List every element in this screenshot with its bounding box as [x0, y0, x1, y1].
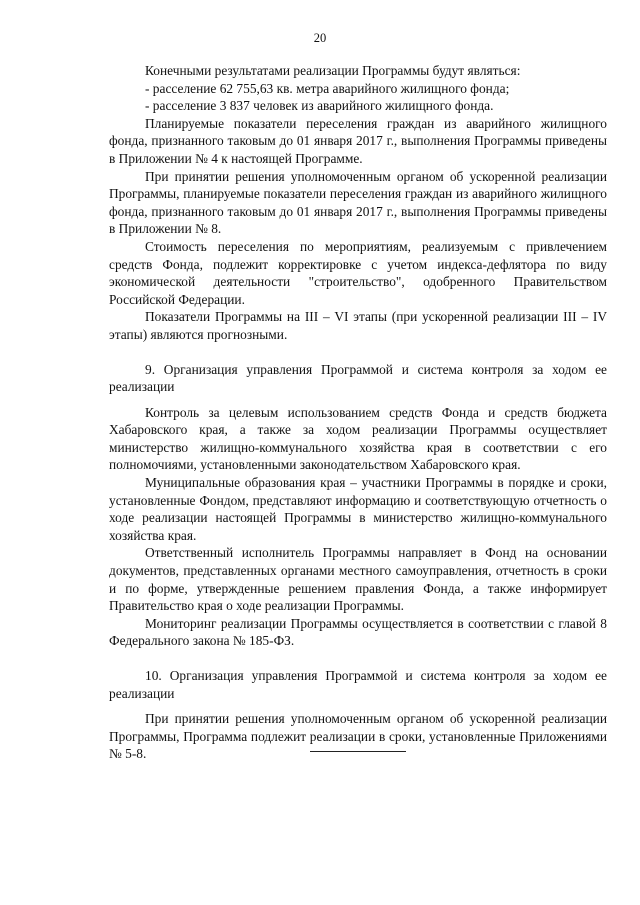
section-heading-10: 10. Организация управления Программой и система контроля за ходом ее реализации [109, 668, 607, 701]
section-heading-9: 9. Организация управления Программой и система контроля за ходом ее реализации [109, 361, 607, 395]
paragraph: Показатели Программы на III – VI этапы (при ускоренной реализации III – IV этапы) являются прогнозными. [109, 309, 607, 342]
page-number: 20 [313, 31, 327, 45]
paragraph: При принятии решения уполномоченным органом об ускоренной реализации Программы, Программа подлежит реализации в сроки, установленные Приложениями № 5-8. [109, 711, 607, 762]
paragraph: Контроль за целевым использованием средств Фонда и средств бюджета Хабаровского края, а также за ходом реализации Программы осуществляет министерство жилищно-коммунального хозяйства края в соответствии с его полномочиями, установленными законодательством Хабаровского края. [109, 404, 607, 473]
paragraph: Муниципальные образования края – участники Программы в порядке и сроки, установленные Фондом, представляют информацию и соответствующую отчетность о ходе реализации настоящей Программы в министерство жилищно-коммунального хозяйства края. [109, 475, 607, 543]
paragraph: Планируемые показатели переселения граждан из аварийного жилищного фонда, признанного таковым до 01 января 2017 г., выполнения Программы приведены в Приложении № 4 к настоящей Программе. [109, 115, 607, 166]
paragraph: При принятии решения уполномоченным органом об ускоренной реализации Программы, планируемые показатели переселения граждан из аварийного жилищного фонда, признанного таковым до 01 января 2017 г., выполнения Программы приведены в Приложении № 8. [109, 168, 607, 237]
paragraph: Ответственный исполнитель Программы направляет в Фонд на основании документов, представленных органами местного самоуправления, отчетность в сроки и по форме, утвержденные решением правления Фонда, а также информирует Правительство края о ходе реализации Программы. [109, 545, 607, 614]
paragraph: Стоимость переселения по мероприятиям, реализуемым с привлечением средств Фонда, подлежит корректировке с учетом индекса-дефлятора по виду экономической деятельности "строительство", одобренного Правительством Российской Федерации. [109, 238, 607, 307]
list-item: - расселение 62 755,63 кв. метра аварийного жилищного фонда; [145, 80, 510, 96]
list-item: - расселение 3 837 человек из аварийного жилищного фонда. [145, 98, 494, 114]
paragraph: Конечными результатами реализации Программы будут являться: [145, 63, 521, 78]
document-body [109, 62, 607, 763]
paragraph: Мониторинг реализации Программы осуществляется в соответствии с главой 8 Федерального закона № 185-ФЗ. [109, 615, 607, 649]
end-rule [310, 751, 406, 752]
